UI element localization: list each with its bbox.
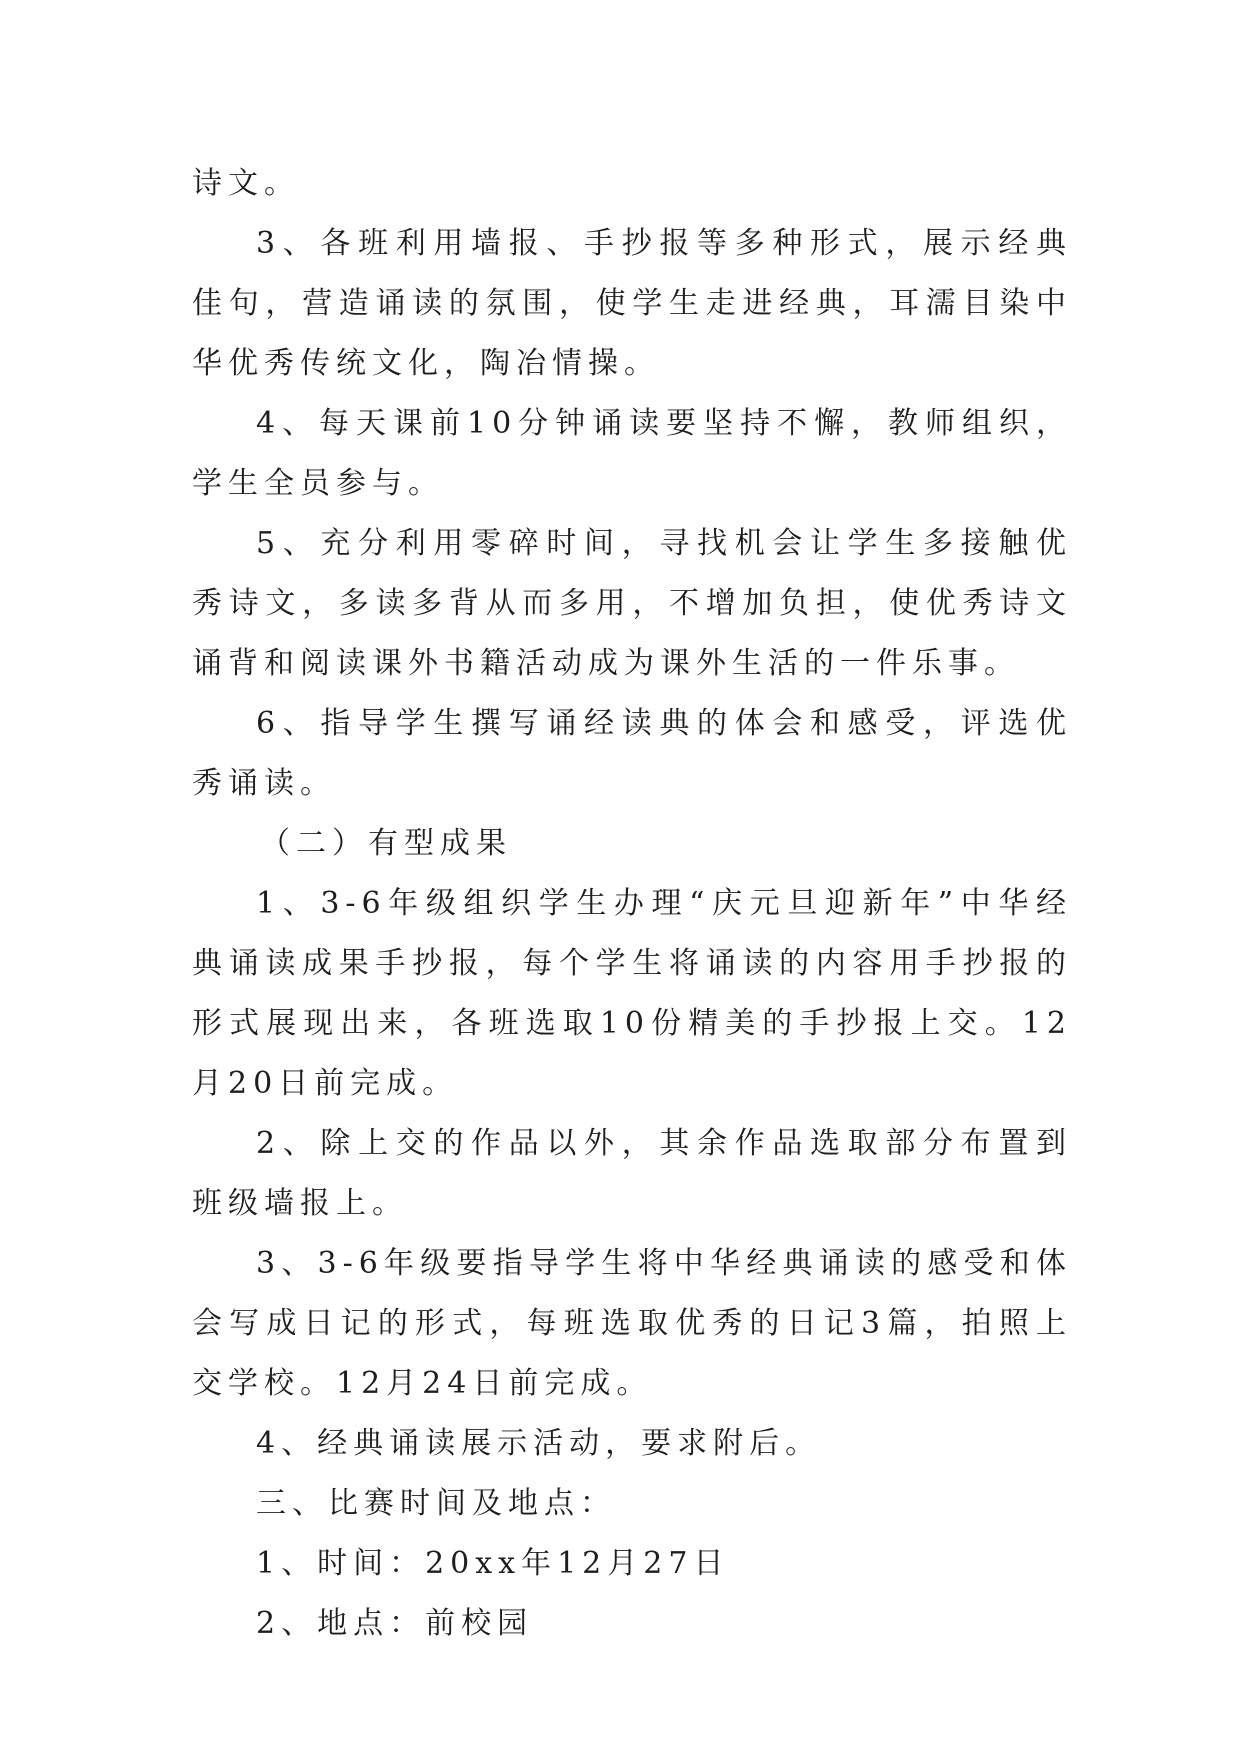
paragraph-result-2: 2、除上交的作品以外，其余作品选取部分布置到班级墙报上。 [192,1126,1072,1221]
paragraph-place: 2、地点：前校园 [256,1606,534,1641]
paragraph-continuation: 诗文。 [192,166,300,201]
paragraph-item-3: 3、各班利用墙报、手抄报等多种形式，展示经典佳句，营造诵读的氛围，使学生走进经典，耳濡目染中华优秀传统文化，陶冶情操。 [192,226,1072,381]
paragraph-item-6: 6、指导学生撰写诵经读典的体会和感受，评选优秀诵读。 [192,706,1072,801]
section-heading-time-place: 三、比赛时间及地点： [256,1486,616,1521]
section-heading-results: （二）有型成果 [260,826,512,861]
paragraph-result-1: 1、3-6年级组织学生办理“庆元旦迎新年”中华经典诵读成果手抄报，每个学生将诵读的内容用手抄报的形式展现出来，各班选取10份精美的手抄报上交。12月20日前完成。 [192,886,1072,1101]
document-body [192,154,1072,1654]
paragraph-time: 1、时间：20xx年12月27日 [256,1546,730,1581]
paragraph-result-4: 4、经典诵读展示活动，要求附后。 [256,1426,822,1461]
paragraph-item-4: 4、每天课前10分钟诵读要坚持不懈，教师组织，学生全员参与。 [192,406,1072,501]
paragraph-item-5: 5、充分利用零碎时间，寻找机会让学生多接触优秀诗文，多读多背从而多用，不增加负担，使优秀诗文诵背和阅读课外书籍活动成为课外生活的一件乐事。 [192,526,1072,681]
paragraph-result-3: 3、3-6年级要指导学生将中华经典诵读的感受和体会写成日记的形式，每班选取优秀的日记3篇，拍照上交学校。12月24日前完成。 [192,1246,1072,1401]
